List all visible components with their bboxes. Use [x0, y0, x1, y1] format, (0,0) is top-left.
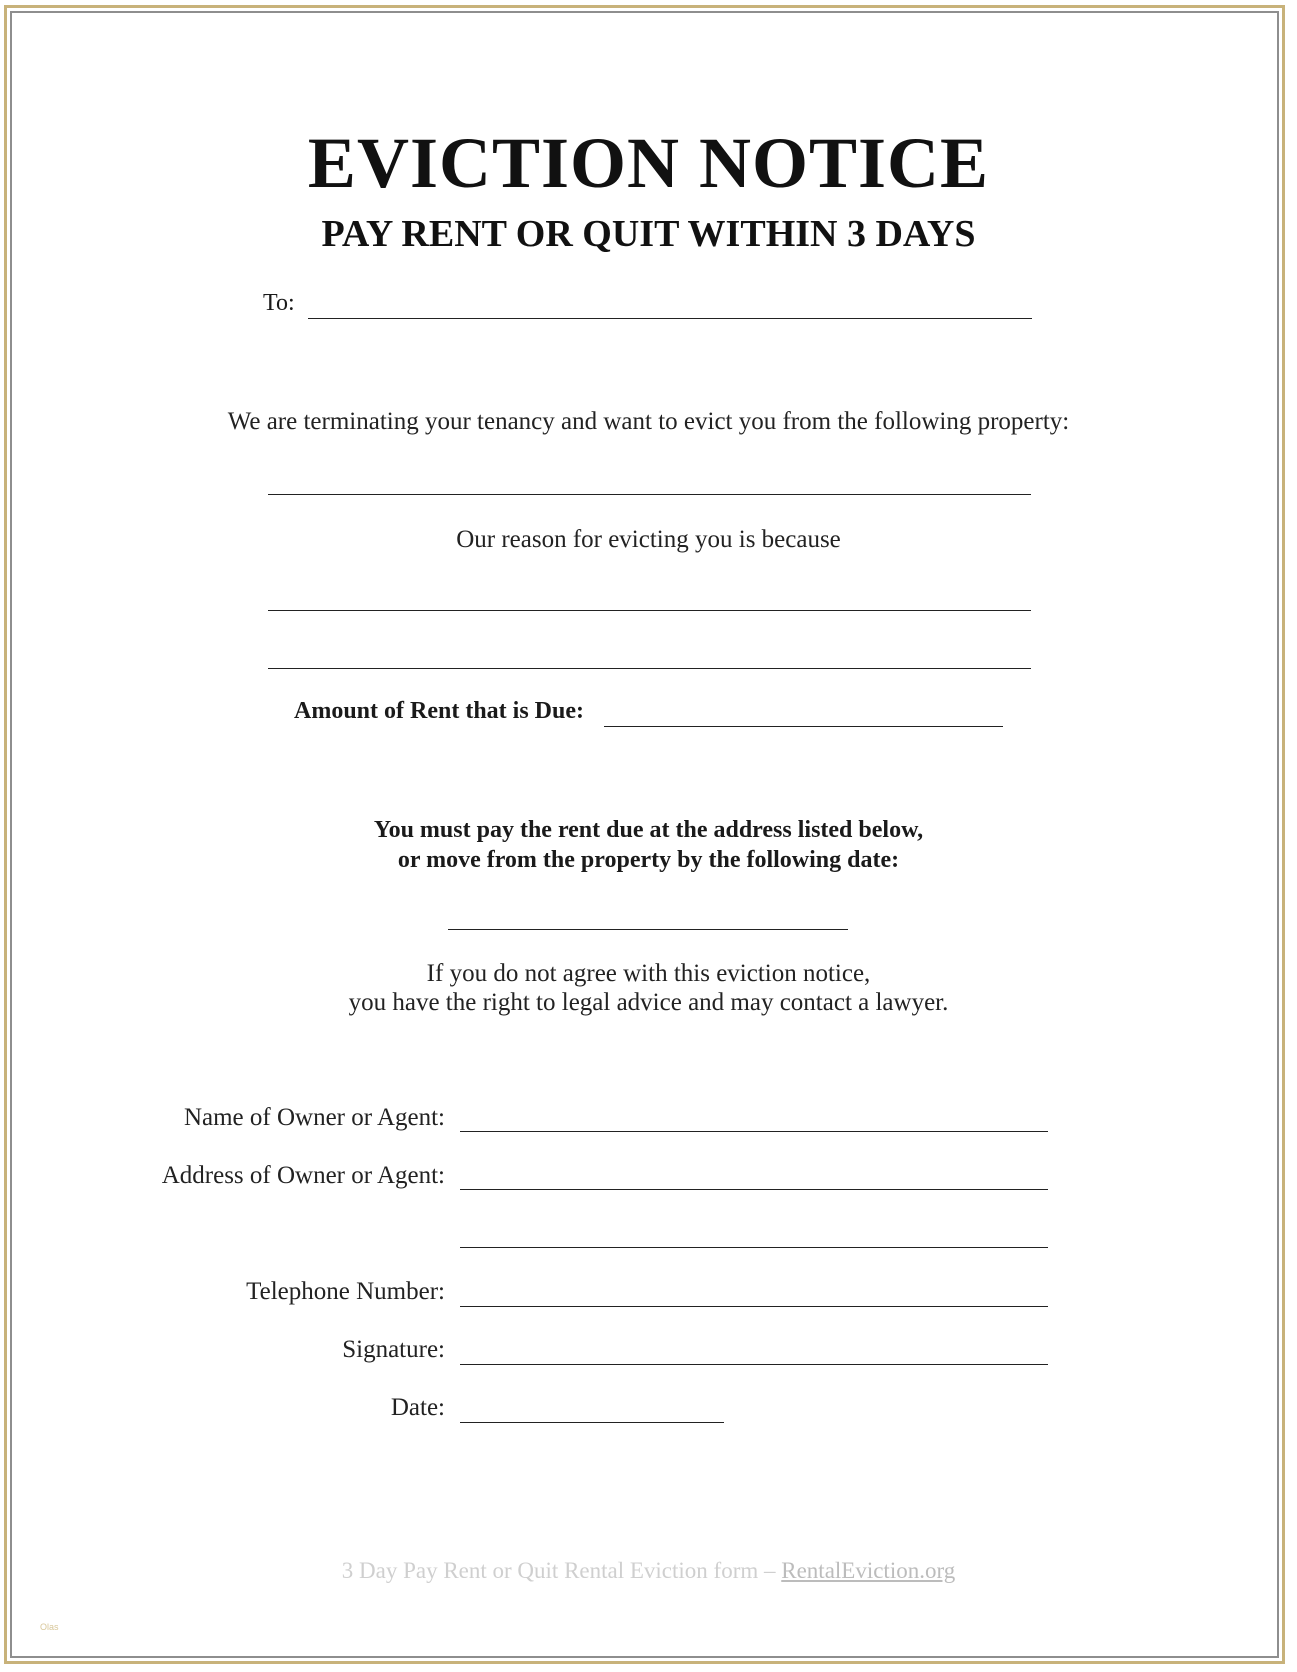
signature-field-line[interactable]	[460, 1364, 1048, 1365]
property-field-line[interactable]	[268, 494, 1031, 495]
owner-name-label: Name of Owner or Agent:	[183, 1104, 445, 1131]
to-field-line[interactable]	[308, 318, 1032, 319]
move-out-date-field-line[interactable]	[448, 929, 848, 930]
amount-due-label: Amount of Rent that is Due:	[294, 698, 584, 724]
pay-instruction-line-1: You must pay the rent due at the address listed below,	[373, 817, 924, 843]
date-field-line[interactable]	[460, 1422, 724, 1423]
signature-label: Signature:	[342, 1336, 445, 1363]
owner-name-field-line[interactable]	[460, 1131, 1048, 1132]
rights-line-1: If you do not agree with this eviction notice,	[426, 960, 871, 987]
pay-instruction-line-2: or move from the property by the following date:	[397, 847, 900, 873]
owner-address-field-line-2[interactable]	[460, 1247, 1048, 1248]
document-subtitle: PAY RENT OR QUIT WITHIN 3 DAYS	[321, 213, 976, 255]
rights-line-2: you have the right to legal advice and may contact a lawyer.	[348, 989, 949, 1016]
watermark: Olas	[40, 1622, 59, 1632]
document-title: EVICTION NOTICE	[307, 123, 990, 203]
reason-field-line-1[interactable]	[268, 610, 1031, 611]
telephone-label: Telephone Number:	[246, 1278, 445, 1305]
property-statement: We are terminating your tenancy and want to evict you from the following property:	[227, 408, 1070, 435]
footer-link[interactable]: RentalEviction.org	[781, 1558, 956, 1583]
owner-address-label: Address of Owner or Agent:	[161, 1162, 445, 1189]
date-label: Date:	[390, 1394, 445, 1421]
reason-field-line-2[interactable]	[268, 668, 1031, 669]
owner-address-field-line-1[interactable]	[460, 1189, 1048, 1190]
footer	[0, 1558, 1297, 1584]
to-label: To:	[263, 290, 295, 316]
amount-due-field-line[interactable]	[604, 726, 1003, 727]
telephone-field-line[interactable]	[460, 1306, 1048, 1307]
footer-text: 3 Day Pay Rent or Quit Rental Eviction form –	[341, 1558, 782, 1583]
reason-statement: Our reason for evicting you is because	[456, 526, 841, 553]
